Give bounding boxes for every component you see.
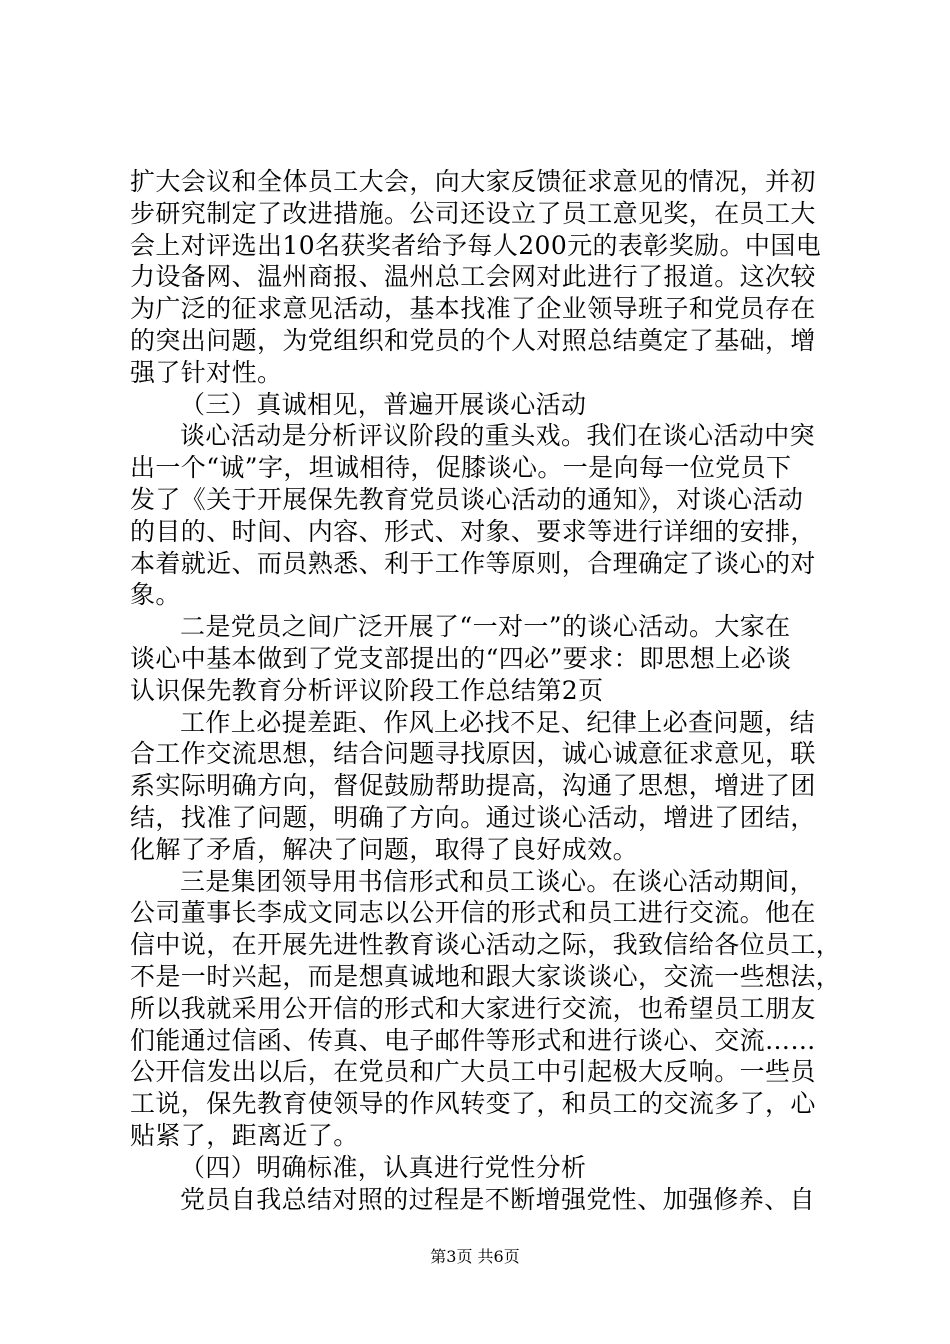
- text-line: 党员自我总结对照的过程是不断增强党性、加强修养、自: [180, 1184, 816, 1214]
- page-footer: [0, 1244, 950, 1267]
- text-line: 出一个“诚”字，坦诚相待，促膝谈心。一是向每一位党员下: [130, 453, 792, 483]
- text-line: 公开信发出以后，在党员和广大员工中引起极大反响。一些员: [130, 1057, 816, 1087]
- text-line: 系实际明确方向，督促鼓励帮助提高，沟通了思想，增进了团: [130, 771, 816, 801]
- text-line: 二是党员之间广泛开展了“一对一”的谈心活动。大家在: [180, 612, 791, 642]
- text-line: 发了《关于开展保先教育党员谈心活动的通知》，对谈心活动: [130, 484, 804, 514]
- document-body: [130, 166, 842, 1215]
- text-line: 谈心中基本做到了党支部提出的“四必”要求：即思想上必谈: [130, 643, 792, 673]
- section-heading: （四）明确标准，认真进行党性分析: [180, 1152, 587, 1182]
- page-number-label: 第3页 共6页: [430, 1247, 520, 1266]
- text-line: 为广泛的征求意见活动，基本找准了企业领导班子和党员存在: [130, 294, 816, 324]
- text-line: 谈心活动是分析评议阶段的重头戏。我们在谈心活动中突: [180, 421, 816, 451]
- text-line: 合工作交流思想，结合问题寻找原因，诚心诚意征求意见，联: [130, 739, 816, 769]
- text-line: 的突出问题，为党组织和党员的个人对照总结奠定了基础，增: [130, 325, 816, 355]
- text-line: 信中说，在开展先进性教育谈心活动之际，我致信给各位员工，: [130, 930, 842, 960]
- text-line: 象。: [130, 580, 181, 610]
- text-line: 贴紧了，距离近了。: [130, 1120, 359, 1150]
- text-line: 认识保先教育分析评议阶段工作总结第2页: [130, 675, 604, 705]
- text-line: 力设备网、温州商报、温州总工会网对此进行了报道。这次较: [130, 262, 816, 292]
- text-line: 结，找准了问题，明确了方向。通过谈心活动，增进了团结，: [130, 802, 816, 832]
- text-line: 会上对评选出10名获奖者给予每人200元的表彰奖励。中国电: [130, 230, 822, 260]
- text-line: 化解了矛盾，解决了问题，取得了良好成效。: [130, 834, 639, 864]
- section-heading: （三）真诚相见，普遍开展谈心活动: [180, 389, 587, 419]
- text-line: 不是一时兴起，而是想真诚地和跟大家谈谈心，交流一些想法，: [130, 961, 842, 991]
- text-line: 强了针对性。: [130, 357, 283, 387]
- text-line: 工作上必提差距、作风上必找不足、纪律上必查问题，结: [180, 707, 816, 737]
- text-line: 工说，保先教育使领导的作风转变了，和员工的交流多了，心: [130, 1089, 816, 1119]
- text-line: 公司董事长李成文同志以公开信的形式和员工进行交流。他在: [130, 898, 816, 928]
- text-line: 的目的、时间、内容、形式、对象、要求等进行详细的安排，: [130, 516, 816, 546]
- text-line: 们能通过信函、传真、电子邮件等形式和进行谈心、交流……: [130, 1025, 816, 1055]
- text-line: 步研究制定了改进措施。公司还设立了员工意见奖，在员工大: [130, 198, 816, 228]
- text-line: 所以我就采用公开信的形式和大家进行交流，也希望员工朋友: [130, 993, 816, 1023]
- text-line: 本着就近、而员熟悉、利于工作等原则，合理确定了谈心的对: [130, 548, 816, 578]
- text-line: 三是集团领导用书信形式和员工谈心。在谈心活动期间，: [180, 866, 816, 896]
- text-line: 扩大会议和全体员工大会，向大家反馈征求意见的情况，并初: [130, 167, 816, 196]
